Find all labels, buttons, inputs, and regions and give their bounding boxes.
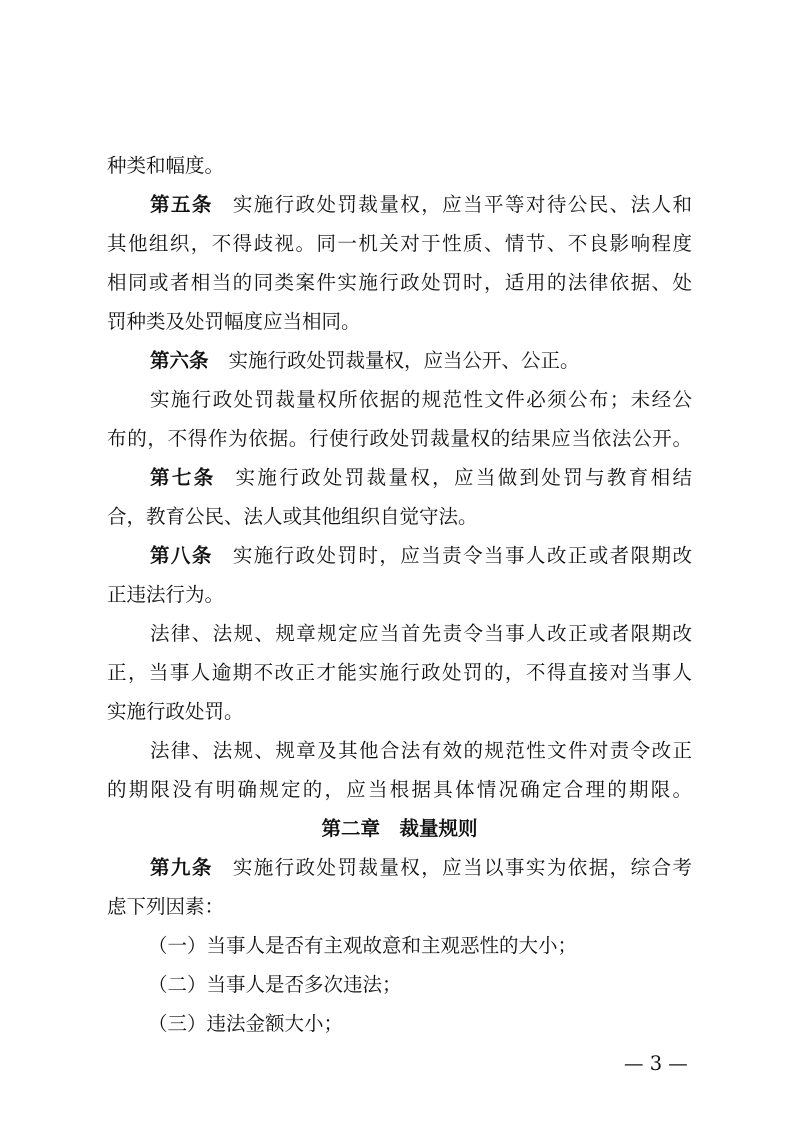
list-item-1: （一）当事人是否有主观故意和主观恶性的大小； [148, 934, 578, 957]
article-8-para2-line-2: 正，当事人逾期不改正才能实施行政处罚的，不得直接对当事人 [107, 661, 692, 684]
article-5-text: 实施行政处罚裁量权，应当平等对待公民、法人和 [232, 193, 692, 216]
article-6-title: 第六条 [150, 349, 209, 372]
article-6-para2-line-2: 布的，不得作为依据。行使行政处罚裁量权的结果应当依法公开。 [107, 427, 692, 450]
article-9-line-2: 虑下列因素： [107, 895, 225, 918]
list-item-3: （三）违法金额大小； [148, 1012, 344, 1035]
article-5-line-2: 其他组织，不得歧视。同一机关对于性质、情节、不良影响程度 [107, 232, 692, 255]
paragraph-line: 种类和幅度。 [107, 154, 225, 177]
article-7-line-1 [150, 466, 692, 490]
article-8-para3-line-2: 的期限没有明确规定的，应当根据具体情况确定合理的期限。 [107, 778, 692, 801]
article-6-text: 实施行政处罚裁量权，应当公开、公正。 [228, 349, 580, 372]
article-8-title: 第八条 [150, 544, 213, 567]
article-8-para2-line-3: 实施行政处罚。 [107, 700, 244, 723]
list-item-2: （二）当事人是否多次违法； [148, 973, 402, 996]
article-7-text: 实施行政处罚裁量权，应当做到处罚与教育相结 [235, 466, 692, 489]
article-8-line-2: 正违法行为。 [107, 583, 225, 606]
article-6-line-1 [150, 349, 692, 373]
article-5-line-3: 相同或者相当的同类案件实施行政处罚时，适用的法律依据、处 [107, 271, 692, 294]
page-number: — 3 — [624, 1052, 688, 1075]
chapter-heading: 第二章 裁量规则 [321, 817, 478, 840]
article-8-line-1 [150, 544, 692, 568]
article-9-title: 第九条 [150, 856, 213, 879]
article-7-line-2: 合，教育公民、法人或其他组织自觉守法。 [107, 505, 478, 528]
article-7-title: 第七条 [150, 466, 216, 489]
article-6-para2-line-1: 实施行政处罚裁量权所依据的规范性文件必须公布；未经公 [150, 388, 692, 411]
article-9-text: 实施行政处罚裁量权，应当以事实为依据，综合考 [232, 856, 692, 879]
article-8-text: 实施行政处罚时，应当责令当事人改正或者限期改 [232, 544, 692, 567]
article-9-line-1 [150, 856, 692, 880]
article-5-line-1 [150, 193, 692, 217]
article-8-para3-line-1: 法律、法规、规章及其他合法有效的规范性文件对责令改正 [150, 739, 692, 762]
article-5-line-4: 罚种类及处罚幅度应当相同。 [107, 310, 361, 333]
article-8-para2-line-1: 法律、法规、规章规定应当首先责令当事人改正或者限期改 [150, 622, 692, 645]
article-5-title: 第五条 [150, 193, 213, 216]
